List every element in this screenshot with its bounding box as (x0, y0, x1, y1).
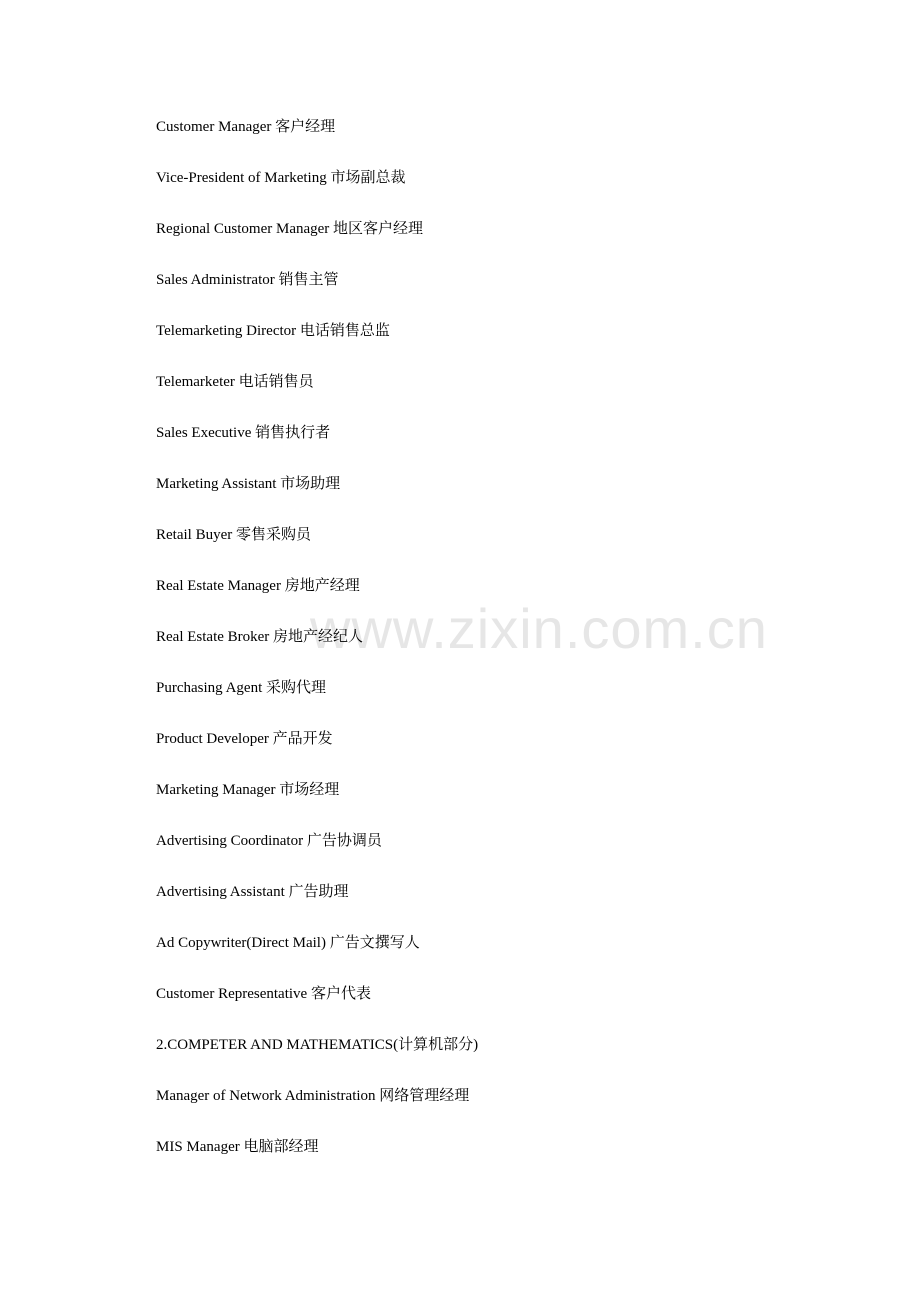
list-item: Marketing Assistant 市场助理 (156, 476, 341, 492)
job-title-list (156, 114, 856, 1185)
list-item: Real Estate Manager 房地产经理 (156, 578, 360, 594)
list-item: Purchasing Agent 采购代理 (156, 680, 326, 696)
watermark: www.zixin.com.cn (310, 597, 768, 660)
list-item: Marketing Manager 市场经理 (156, 782, 340, 798)
list-item: Ad Copywriter(Direct Mail) 广告文撰写人 (156, 935, 420, 951)
list-item: Telemarketing Director 电话销售总监 (156, 323, 390, 339)
list-item: Customer Representative 客户代表 (156, 986, 371, 1002)
section-heading: 2.COMPETER AND MATHEMATICS(计算机部分) (156, 1037, 479, 1053)
list-item: Customer Manager 客户经理 (156, 119, 336, 135)
list-item: Advertising Assistant 广告助理 (156, 884, 349, 900)
list-item: Telemarketer 电话销售员 (156, 374, 314, 390)
list-item: Sales Executive 销售执行者 (156, 425, 331, 441)
list-item: Regional Customer Manager 地区客户经理 (156, 221, 424, 237)
list-item: Product Developer 产品开发 (156, 731, 333, 747)
list-item: Advertising Coordinator 广告协调员 (156, 833, 382, 849)
list-item: Vice-President of Marketing 市场副总裁 (156, 170, 406, 186)
list-item: MIS Manager 电脑部经理 (156, 1139, 319, 1155)
list-item: Manager of Network Administration 网络管理经理 (156, 1088, 470, 1104)
list-item: Real Estate Broker 房地产经纪人 (156, 629, 364, 645)
list-item: Sales Administrator 销售主管 (156, 272, 339, 288)
list-item: Retail Buyer 零售采购员 (156, 527, 311, 543)
